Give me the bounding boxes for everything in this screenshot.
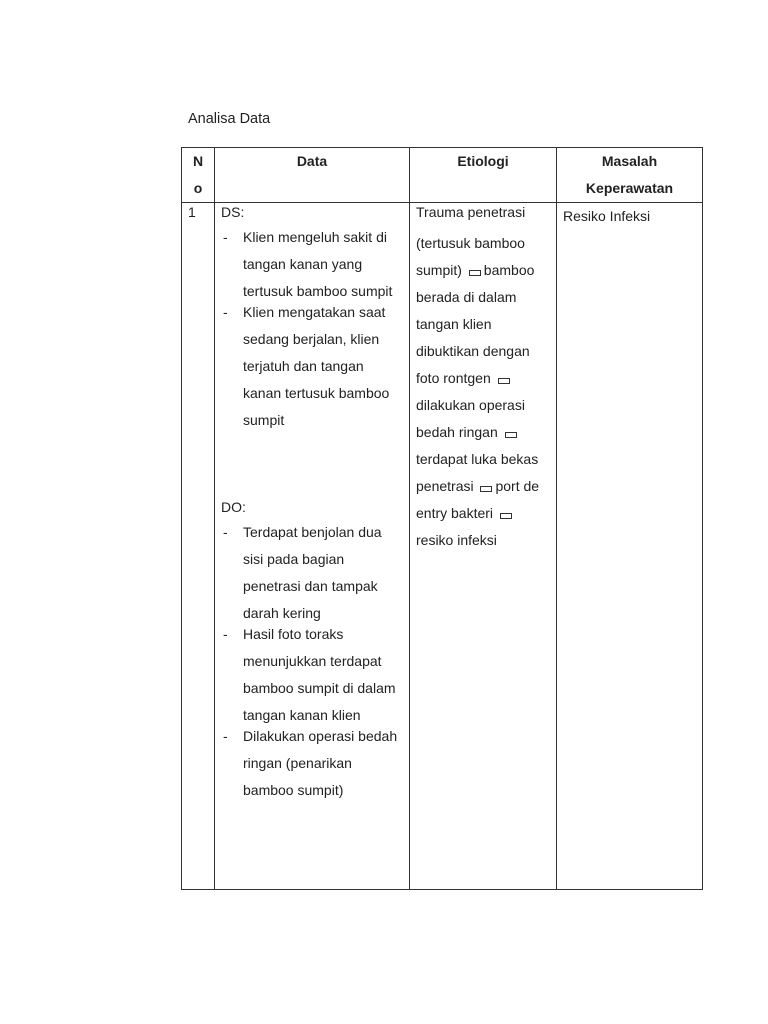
header-masalah-line1: Masalah [601, 153, 658, 169]
do-label: DO: [221, 499, 246, 515]
list-item: - Klien mengatakan saat sedang berjalan, klien terjatuh dan tangan kanan tertusuk bamboo sumpit [223, 304, 390, 428]
page-title: Analisa Data [188, 111, 271, 127]
header-data: Data [215, 148, 410, 203]
ds-list [221, 224, 403, 434]
arrow-icon [500, 513, 512, 519]
arrow-icon [469, 270, 481, 276]
header-no-line2: o [193, 180, 203, 196]
table-header-row [182, 148, 703, 203]
list-item: - Dilakukan operasi bedah ringan (penarikan bamboo sumpit) [223, 728, 398, 798]
list-item: - Terdapat benjolan dua sisi pada bagian penetrasi dan tampak darah kering [223, 524, 382, 621]
data-cell [215, 203, 410, 890]
etiologi-cell: Trauma penetrasi (tertusuk bamboo sumpit) bamboo berada di dalam tangan klien dibuktikan dengan foto rontgen dilakukan operasi bedah ringan terdapat luka bekas penetrasi port de entry bakteri resiko infeksi [410, 203, 557, 890]
header-masalah-line2: Keperawatan [585, 180, 674, 196]
header-masalah [557, 148, 703, 203]
analysis-table [181, 147, 703, 890]
list-item: - Klien mengeluh sakit di tangan kanan yang tertusuk bamboo sumpit [223, 229, 393, 299]
header-no [182, 148, 215, 203]
header-no-line1: N [192, 153, 204, 169]
arrow-icon [505, 432, 517, 438]
ds-label: DS: [221, 204, 245, 220]
list-item: - Hasil foto toraks menunjukkan terdapat bamboo sumpit di dalam tangan kanan klien [223, 626, 396, 723]
masalah-cell: Resiko Infeksi [557, 203, 703, 890]
table-row [182, 203, 703, 890]
row-number: 1 [182, 203, 215, 890]
arrow-icon [498, 378, 510, 384]
header-etiologi: Etiologi [410, 148, 557, 203]
do-list [221, 519, 403, 804]
arrow-icon [480, 486, 492, 492]
